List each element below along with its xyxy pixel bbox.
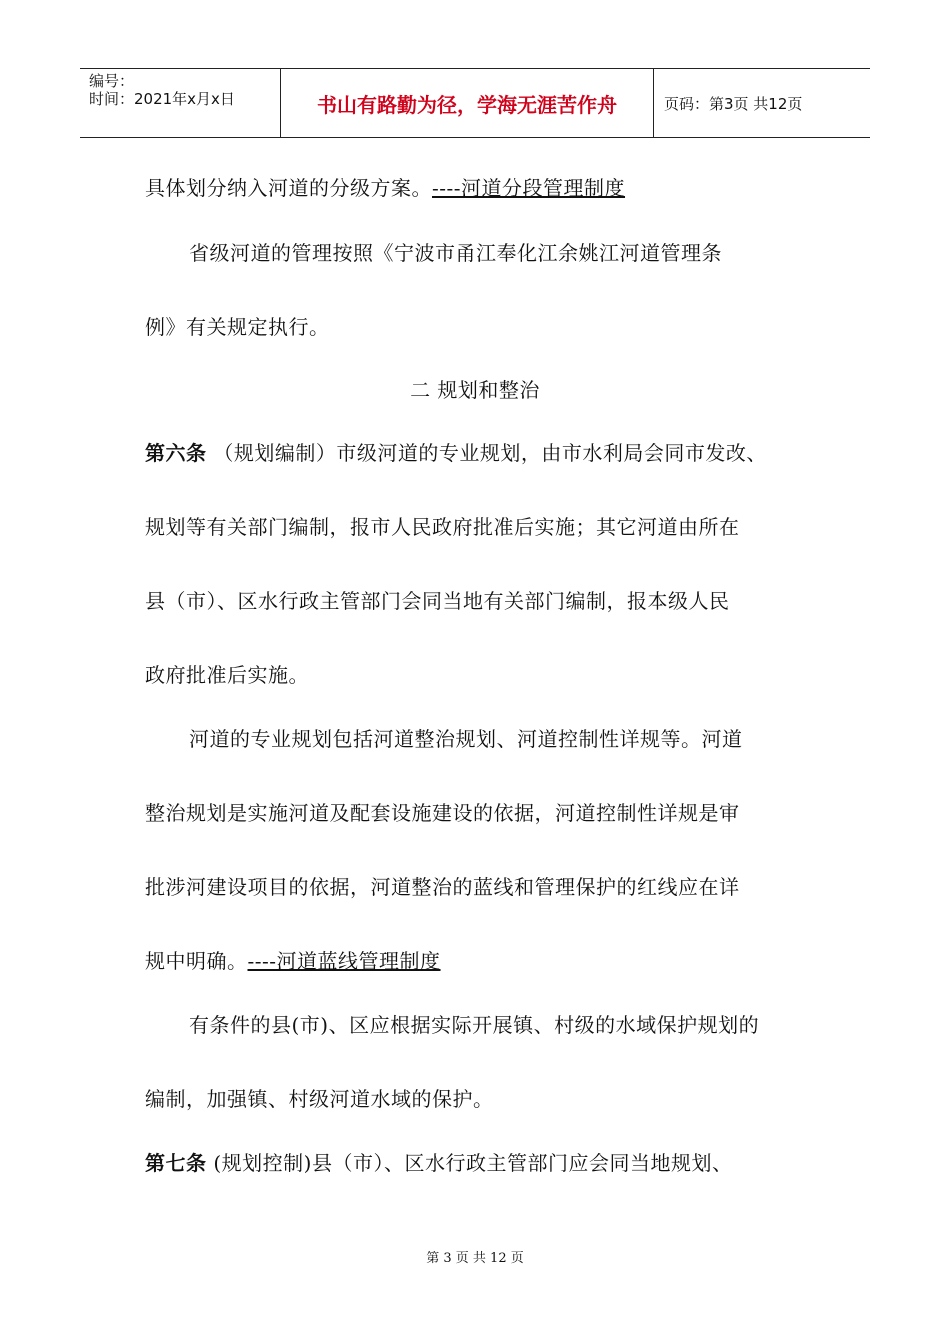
article-number: 第七条 (145, 1151, 207, 1175)
body-line: 具体划分纳入河道的分级方案。----河道分段管理制度 (145, 176, 626, 200)
page-header (80, 68, 870, 138)
section-heading: 二 规划和整治 (410, 378, 540, 402)
body-line: 规中明确。----河道蓝线管理制度 (145, 949, 441, 973)
page-footer: 第 3 页 共 12 页 (426, 1251, 524, 1266)
section-link[interactable]: ----河道分段管理制度 (432, 176, 626, 200)
header-page-info: 页码：第3页 共12页 (664, 94, 803, 113)
body-line: 省级河道的管理按照《宁波市甬江奉化江余姚江河道管理条 (189, 241, 722, 265)
body-line: 第六条 （规划编制）市级河道的专业规划，由市水利局会同市发改、 (145, 441, 767, 465)
body-line: 编制，加强镇、村级河道水域的保护。 (145, 1087, 494, 1111)
body-line: 县（市）、区水行政主管部门会同当地有关部门编制，报本级人民 (145, 589, 730, 613)
header-meta (80, 69, 281, 137)
header-motto: 书山有路勤为径，学海无涯苦作舟 (281, 69, 654, 137)
body-line: 河道的专业规划包括河道整治规划、河道控制性详规等。河道 (189, 727, 743, 751)
article-number: 第六条 (145, 441, 207, 465)
body-line: 规划等有关部门编制，报市人民政府批准后实施；其它河道由所在 (145, 515, 740, 539)
body-line: 政府批准后实施。 (145, 663, 309, 687)
section-link[interactable]: ----河道蓝线管理制度 (247, 949, 441, 973)
body-line: 整治规划是实施河道及配套设施建设的依据，河道控制性详规是审 (145, 801, 740, 825)
time-label: 时间：2021年x月x日 (89, 90, 235, 108)
body-line: 第七条 (规划控制)县（市）、区水行政主管部门应会同当地规划、 (145, 1151, 733, 1175)
body-line: 有条件的县(市)、区应根据实际开展镇、村级的水域保护规划的 (189, 1013, 760, 1037)
body-line: 批涉河建设项目的依据，河道整治的蓝线和管理保护的红线应在详 (145, 875, 740, 899)
body-line: 例》有关规定执行。 (145, 315, 330, 339)
number-label: 编号： (89, 72, 135, 90)
